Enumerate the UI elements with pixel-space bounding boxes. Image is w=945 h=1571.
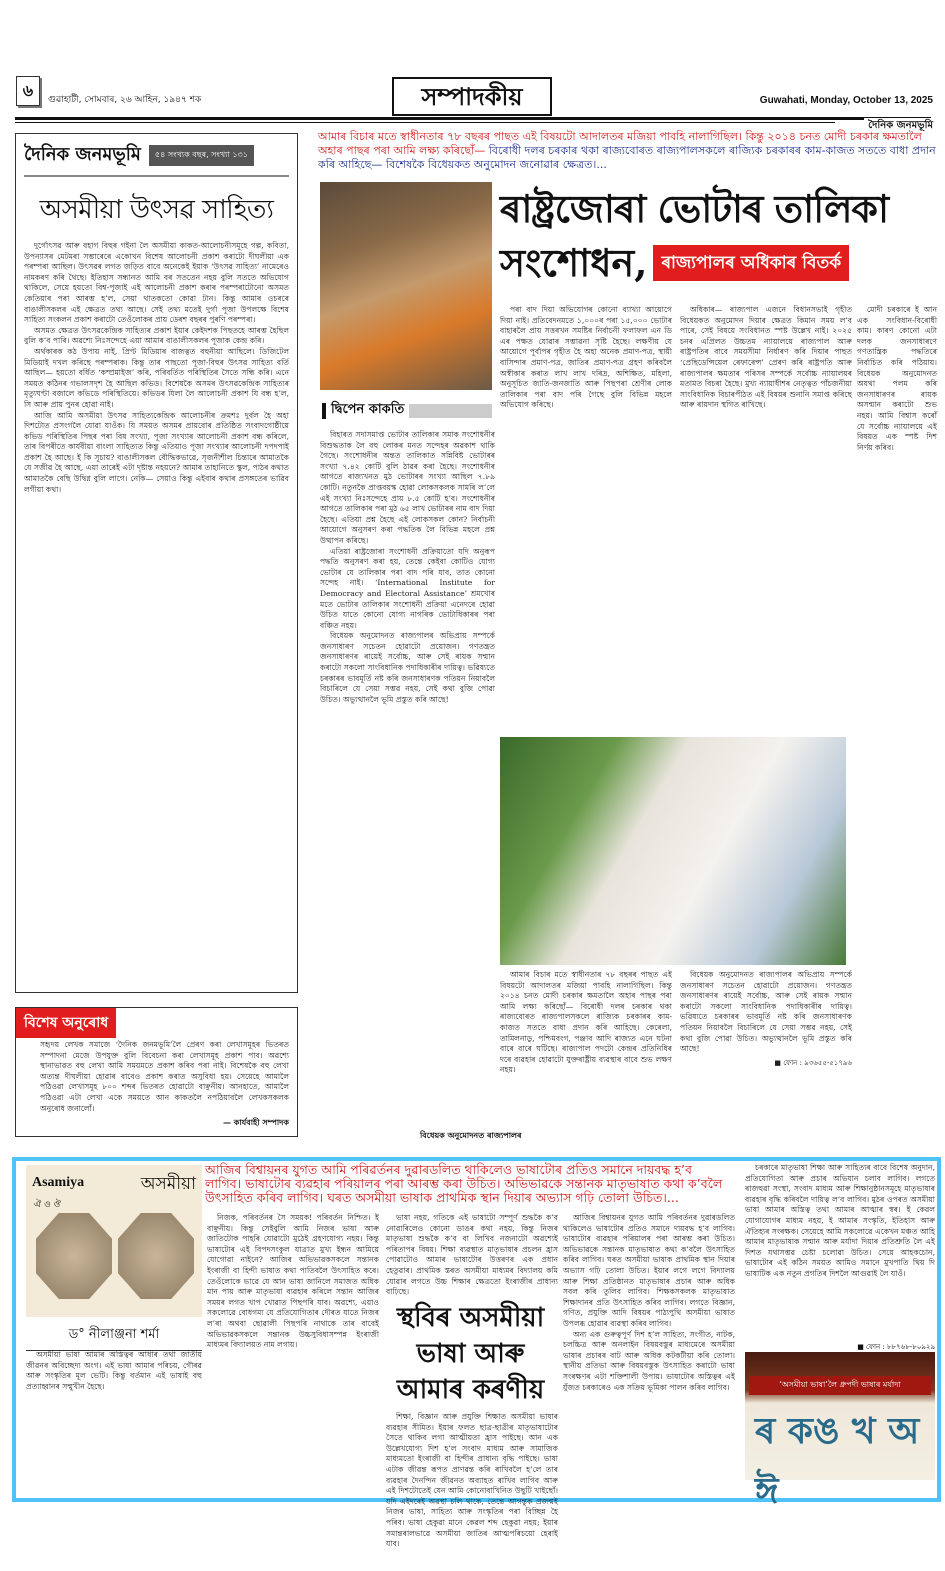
- coin-icon: [118, 1213, 194, 1299]
- byline-decor: [409, 404, 492, 418]
- paragraph: বিধেয়ক অনুমোদনত ৰাজ্যপালৰ অভিপ্ৰায় সম্পৰ্কে জনসাধাৰণ সচেতন হোৱাটো প্ৰয়োজন। গণতন্ত্ৰত জনসাধাৰণৰ ৰায়েই সৰ্বোচ্চ, আৰু সেই ৰায়ক সন্মান কৰাটো সকলো সাংবিধানিক পদাধিকাৰীৰ দায়িত্ব। ভৱিষ্যতে চৰকাৰৰ ভাবমূৰ্তি নষ্ট কৰি জনসাধাৰণক পতিয়ন নিয়াবলৈ বিচাৰিলে যে সেয়া সম্ভৱ নহয়, সেই কথা বুজি পোৱা উচিত। অভ্যুত্থানলৈ ভূমি প্ৰস্তুত কৰি আছে!: [680, 970, 852, 1054]
- assamese-letters-image: [745, 1352, 935, 1512]
- article-column-2b: [500, 970, 672, 1135]
- special-request-title: বিশেষ অনুৰোধ: [16, 1008, 116, 1038]
- paragraph: দুৰ্গোৎসৱ আৰু বহাগ বিহুৰ গইনা লৈ অসমীয়া কাকত-আলোচনীসমূহে গল্প, কবিতা, উপন্যাসৰ মেটমৰা সম্ভাৰেৰে একোখন বিশেষ আলোচনী প্ৰকাশ কৰাটো দীঘলীয়া এক পৰম্পৰা আছিল। উৎসৱৰ লগত জড়িত বাবে অনেকেই ইয়াক ‘উৎসৱ সাহিত্য’ নামেৰেও নামকৰণ কৰি থৈছে। ইতিহাস সন্ধানত আমি বৰ সততেন নহয় বুলি সততে অভিযোগ থাকিলে, সেয়ে হয়তো বিশ্ব-পূজাই এই আলোচনী প্ৰকাশ কৰাৰ পৰম্পৰাটোনো অসমত কেতিয়াৰ পৰা আৰম্ভ হ’ল, সেয়া থাতকতো কোৱা টান। কিন্তু আমাৰ ওচৰৰে বাঙালীসকলৰ এই ক্ষেত্ৰত তথ্য আছে। সেই তথ্য মতেই দুৰ্গা পূজা উপলক্ষে বিশেষ সাহিত্য সংকলন প্ৰকাশ কৰাটো তেওঁলোকৰ প্ৰায় ডেৰশ বছৰৰ পুৰণি পৰম্পৰা।: [24, 241, 289, 325]
- page-number: ৬: [16, 76, 40, 106]
- paragraph: অৰ্থকাৰক কঠ উপায় নাই, প্ৰিণ্ট মিডিয়াৰ বাজত্বত বহুনীয়া আছিলে। ডিজিটেল মিডিয়াই দখল কৰিছে পৰম্পৰাক। কিন্তু তাৰ পাছতো পূজা-বিহুৰ উৎসৱ সাহিত্য বৰ্তি আছিল— হয়তো বৰ্ধিত ‘কম্প্ৰমাইজ’ কৰি, পৰিবৰ্তিত পৰিস্থিতিৰ সৈতে সন্ধি কৰি। এনে সময়ত কঠিনৰ গভালসদৃশ হৈ আছিল কভিড। বিশেষকৈ অসমৰ উৎসৱকেন্দ্ৰিক সাহিত্যৰ মৃত্যুঘণ্টা বজালে কভিডে পৰিস্থিতিয়ে। কভিডৰ যিলা লৈ আলোচনী প্ৰকাশ যি বন্ধ হ’ল, সি আৰু প্ৰায় পুনৰ হোৱা নাই।: [24, 346, 289, 409]
- special-request-text: সহৃদয় লেখক সমাজে ‘দৈনিক জনমভূমি’লৈ প্ৰেৰণ কৰা লেখাসমূহৰ ভিতৰত সম্পাদনা মেজে উপযুক্ত বুলি বিবেচনা কৰা লেখাসমূহ প্ৰকাশ পাব। অৱশ্যে স্থানাভাৱত বহু লেখা আমি সময়মতে প্ৰকাশ কৰিব পৰা নাই। বিশেষকৈ বহু লেখা অত্যন্ত দীঘলীয়া হোৱাৰ বাবেও প্ৰকাশ কৰাত অসুবিধা হয়। সেয়েহে আমালৈ পঠিওৱা লেখাসমূহ ৮০০ শব্দৰ ভিতৰত হোৱাটো বাঞ্ছনীয়। আনহাতে, আমালৈ পঠিওৱা এটা লেখা একে সময়তে আন কাকতলৈ নপঠিয়াবলৈ লেখকসকলক অনুৰোধ জনালোঁ।: [40, 1040, 289, 1113]
- paragraph: অসমীয়া ভাষা আমাৰ অস্তিত্বৰ আধাৰ তথা জাতীয় জীৱনৰ অবিচ্ছেদ্য অংগ। এই ভাষা আমাৰ পৰিচয়, গৌৰৱ আৰু সংস্কৃতিৰ মূল ভেটি। কিন্তু বৰ্তমান এই ভাষাই বহু প্ৰত্যাহ্বানৰ সন্মুখীন হৈছে।: [26, 1350, 202, 1391]
- paragraph: চৰকাৰে মাতৃভাষা শিক্ষা আৰু সাহিত্যৰ বাবে বিশেষ অনুদান, প্ৰতিযোগিতা আৰু প্ৰচাৰ অভিযান চলাব লাগিব। লগতে ৰাজহুৱা সংস্থা, সংবাদ মাধ্যম আৰু শিক্ষানুষ্ঠানসমূহে মাতৃভাষাৰ ব্যৱহাৰ বৃদ্ধি কৰিবলৈ দায়িত্ব ল’ব লাগিব। মুঠৰ ওপৰত অসমীয়া ভাষা আমাৰ অস্তিত্ব তথা আমাৰ আত্মাৰ স্বৰ। ই কেৱল যোগাযোগৰ মাধ্যম নহয়, ই আমাৰ সংস্কৃতি, ইতিহাস আৰু ঐতিহ্যৰ সংৰক্ষক। সেয়েহে আমি সকলোৱে একেখন মঞ্চত আহি আমাৰ মাতৃভাষাক সন্মান আৰু মৰ্যাদা দিয়াৰ প্ৰতিশ্ৰুতি লৈ এই দিশত যথাসম্ভৱ চেষ্টা চলোৱা উচিত। সেয়ে আহকচোন, ভাষাটোৰ এই কঠিন সময়ত আমিও সমানে মুখপাতি থিয় দি ভাষাটিক এক নতুন প্ৰগতিৰ দিশলৈ আগুৱাই লৈ যাওঁ।: [745, 1163, 935, 1278]
- bottom-column-1: [26, 1350, 202, 1490]
- bottom-column-2: [207, 1213, 379, 1495]
- bottom-headline: স্থবিৰ অসমীয়া ভাষা আৰু আমাৰ কৰণীয়: [396, 1303, 545, 1405]
- special-request-box: [15, 1007, 298, 1137]
- coin-label-en: Asamiya: [32, 1175, 85, 1190]
- author-name: দ্বিপেন কাকতি: [331, 402, 405, 417]
- date-assamese: গুৱাহাটী, সোমবাৰ, ২৬ আহিন, ১৯৪৭ শক: [48, 95, 202, 105]
- header-rule: [15, 117, 931, 120]
- letters-text: ৰ কঙ খ অ ঈ: [755, 1410, 920, 1512]
- coin-icon: [36, 1213, 112, 1299]
- byline: [322, 400, 492, 421]
- paragraph: মোদী চৰকাৰে ই আন এক সংবিধান-বিৰোধী কাম। কাৰণ কোনো এটা দলক জনসাধাৰণে গণতান্ত্ৰিক পদ্ধতিৰে নিৰ্বাচিত কৰি পঠিয়ায়। বিধেয়ক অনুমোদনত অযথা পলম কৰি জনসাধাৰণৰ ৰায়ক অসন্মান কৰাটো শুভ নহয়। আমি বিশ্বাস কৰোঁ যে সৰ্বোচ্চ ন্যায়ালয়ে এই বিষয়ত এক স্পষ্ট দিশ নিৰ্ণয় কৰিব।: [857, 305, 937, 452]
- voter-list-photo: [500, 737, 846, 965]
- paragraph: আজি আমি অসমীয়া উৎসৱ সাহিত্যকেন্দ্ৰিক আলোচনীৰ ক্ৰমশঃ দুৰ্বল হৈ অহা দিশটোত প্ৰসংগলৈ যোৱা যাওঁক। যি সময়ত অসমৰ প্ৰায়বোৰ প্ৰতিষ্ঠিত সংবাদগোষ্ঠীয়ে কভিড পৰিস্থিতিৰ পিছৰ পৰা বিষ সংখ্যা, পূজা সংখ্যাৰ আলোচনী প্ৰকাশ বন্ধ কৰিলে, তাৰ বিপৰীতে কাৰ্যবীয়া বাংলা সাহিত্যত কিন্তু এতিয়াও পূজা সংখ্যাৰ আলোচনী দপদপাই প্ৰকাশ হৈ আছে। ই কি সূচায়? বাঙালীসকল বৌদ্ধিকভাৱে, সৃজনীশীল চিন্তাৰে আমাতকৈ যে সজীৱ হৈ আছে, এয়া তাৰেই এটা দৃষ্টান্ত নহয়নে? আমাৰ তাহানিতে স্কুল, পাঠৰ কথাত আমাতকৈ বেছি উদ্বিগ্ন বুলি লাগে। নেকি— সেয়াও কিন্তু এইবাৰ কথাৰ প্ৰসঙ্গতেৰ ভাৱিব লগীয়া কথা।: [24, 410, 289, 494]
- headline-line-1: ৰাষ্ট্ৰজোৰা ভোটাৰ তালিকা: [500, 186, 888, 231]
- masthead: [24, 140, 289, 177]
- phone: ■ ফোন : ৯৩৬৫৫-৫১৭৯৬: [774, 1058, 852, 1067]
- caption: বিধেয়ক অনুমোদনত ৰাজ্যপালৰ: [420, 1131, 522, 1140]
- paragraph: শিক্ষা, বিজ্ঞান আৰু প্ৰযুক্তি শিক্ষাত অসমীয়া ভাষাৰ ব্যৱহাৰ সীমিত। ইয়াৰ ফলত ছাত্ৰ-ছাত্ৰীৰ মাতৃভাষাটোৰ সৈতে থাকিব লগা আত্মীয়তা হ্ৰাস পাইছে। আন এক উল্লেখযোগ্য দিশ হ’ল সংবাদ মাধ্যম আৰু সামাজিক মাধ্যমতো ইংৰাজী বা হিন্দীৰ প্ৰাধান্য বৃদ্ধি পাইছে। ভাষা এটাক জীৱন্ত ৰূপত প্ৰাণৱন্ত কৰি ৰাখিবলৈ হ’লে তাৰ ব্যৱহাৰ দৈনন্দিন জীৱনত অব্যাহত ৰাখিব লাগিব আৰু এই দিশটোতেই যেন আমি কোনোবাখিনিত উছুটি খাইছোঁ। যদি এইদৰেই অৱস্থা চলি থাকে, তেন্তে আগন্তুক প্ৰজন্মই নিজৰ ভাষা, সাহিত্য আৰু সংস্কৃতিৰ পৰা বিচ্ছিন্ন হৈ পৰিব। ভাষা হেকুৱা মানে কেৱল শব্দ হেকুৱা নহয়; ইয়াৰ সমান্তৰালভাৱে অসমীয়া জাতিৰ আত্মপৰিচয়ো হেৰাই যাব।: [386, 1412, 558, 1549]
- bottom-phone: ■ ফোন : ৮৮৭৬৮-৮০৯২৯: [857, 1343, 935, 1351]
- paragraph: আজিৰ বিশ্বায়নৰ যুগত আমি পৰিবৰ্তনৰ দুৱাৰডলিত থাকিলেও ভাষাটোৰ প্ৰতিও সমানে দায়বদ্ধ হ’ব লাগিব। ভাষাটোৰ ব্যৱহাৰ পৰিয়ালৰ পৰা আৰম্ভ কৰা উচিত। অভিভাৱকে সন্তানক মাতৃভাষাত কথা ক’বলৈ উৎসাহিত কৰিব লাগিব। ঘৰত অসমীয়া ভাষাক প্ৰাথমিক স্থান দিয়াৰ অভ্যাস গঢ়ি তোলা উচিত। ইয়াৰ লগে লগে বিদ্যালয় আৰু শিক্ষা প্ৰতিষ্ঠানত মাতৃভাষাৰ প্ৰচাৰ আৰু অধিক সবল কৰি তুলিব লাগিব। শিক্ষকসকলক মাতৃভাষাত শিক্ষাদানৰ প্ৰতি উৎসাহিত কৰিব লাগিব। লগতে বিজ্ঞান, গণিত, প্ৰযুক্তি আদি বিষয়ৰ পাঠ্যপুথি অসমীয়া ভাষাত উপলব্ধ হোৱাৰ ব্যৱস্থা কৰিব লাগিব।: [563, 1213, 735, 1328]
- editorial-headline: অসমীয়া উৎসৱ সাহিত্য: [39, 195, 274, 225]
- teaser-red: আমাৰ বিচাৰ মতে স্বাধীনতাৰ ৭৮ বছৰৰ পাছত এই বিষয়টো আদালতৰ মজিয়া পাবহি নালাগিছিল। কিন্তু ২০১৪ চনত মোদী চৰকাৰ ক্ষমতালৈ অহাৰ পাছৰ পৰা আমি লক্ষ্য কৰিছোঁ—: [318, 130, 922, 157]
- coin-small-text: ঐ ও ঔ: [34, 1200, 61, 1210]
- editorial-box: [15, 133, 298, 993]
- main-teaser: [318, 130, 936, 172]
- paper-name: দৈনিক জনমভূমি: [864, 118, 933, 135]
- header-rule-thin: [15, 122, 835, 123]
- masthead-name: দৈনিক জনমভূমি: [24, 144, 141, 165]
- image-caption: ‘অসমীয়া ভাষা’লৈ ধ্ৰুপদী ভাষাৰ মৰ্যাদা: [749, 1376, 931, 1395]
- article-column-1: [320, 430, 495, 1155]
- bottom-author: ড° নীলাঞ্জনা শৰ্মা: [26, 1325, 202, 1351]
- bottom-column-4: [563, 1213, 735, 1495]
- article-column-4: [857, 305, 937, 1140]
- bottom-teaser: আজিৰ বিশ্বায়নৰ যুগত আমি পৰিৱৰ্তনৰ দুৱাৰডলিত থাকিলেও ভাষাটোৰ প্ৰতিও সমানে দায়বদ্ধ হ’ব লাগিব। ভাষাটোৰ ব্যৱহাৰ পৰিয়ালৰ পৰা আৰম্ভ কৰা উচিত। অভিভাৱকে সন্তানক মাতৃভাষাত কথা ক’বলৈ উৎসাহিত কৰিব লাগিব। ঘৰত অসমীয়া ভাষাক প্ৰাথমিক স্থান দিয়াৰ অভ্যাস গঢ়ি তোলা উচিত।...: [205, 1162, 723, 1205]
- paragraph: ভাষা নহয়, গতিকে এই ভাষাটো সম্পূৰ্ণ শুদ্ধকৈ ক’ব নোৱাৰিলেও কোনো ডাঙৰ কথা নহয়, কিন্তু নিজৰ মাতৃভাষা শুদ্ধকৈ ক’ব বা লিখিব নজনাটো অৱশ্যেই পৰিতাপৰ বিষয়। শিক্ষা ব্যৱস্থাত মাতৃভাষাৰ প্ৰচলন হ্ৰাস পোৱাটোও আমাৰ ভাষাটোৰ উত্তৰণৰ এক প্ৰধান হেতুৱাৰ। প্ৰাথমিক স্তৰত অসমীয়া মাধ্যমৰ বিদ্যালয় কমি যোৱাৰ লগতে উচ্চ শিক্ষাৰ ক্ষেত্ৰতো ইংৰাজীৰ প্ৰাধান্য বাঢ়িছে।: [386, 1213, 558, 1297]
- paragraph: অন্য এক গুৰুত্বপূৰ্ণ দিশ হ’ল সাহিত্য, সংগীত, নাটক, চলচ্চিত্ৰ আৰু অনলাইন বিষয়বস্তুৰ মাধ্যমেৰে অসমীয়া ভাষাৰ প্ৰচাৰৰ বাট আৰু অধিক কটকটীয়া কৰি তোলা। স্থানীয় প্ৰতিভা আৰু বিষয়বস্তুক উৎসাহিত কৰাটো ভাষা সংৰক্ষণৰ এটা শক্তিশালী উপায়। ভাষাটোৰ অস্তিত্বৰ এই যুঁজত চৰকাৰেও এক সক্ৰিয় ভূমিকা পালন কৰিব লাগিব।: [563, 1329, 735, 1392]
- paragraph: অসমত ক্ষেত্ৰত উৎসৱকেন্দ্ৰিক সাহিত্যৰ প্ৰকাশ ইয়াৰ কেইদশক পিছতহে আৰম্ভ হৈছিল বুলি ক’ব পাৰি। অৱশ্যে নিঃসন্দেহে এয়া আমাৰ বাঙালীসকলৰ পূজাক কেন্দ্ৰ কৰি।: [24, 325, 289, 346]
- bottom-column-5: [745, 1163, 935, 1341]
- voters-photo: [320, 182, 492, 390]
- paragraph: বিহাৰত সদাসমাপ্ত ভোটাৰ তালিকাৰ সমাক সংশোধনীৰ বিশুদ্ধতাক লৈ বহু লোকৰ মনত সন্দেহৰ অৱকাশ থাকি গৈছে। সংশোধনীৰ অন্তত তালিকাত সন্নিবিষ্ট ভোটাৰৰ সংখ্যা ৭.৪২ কোটি বুলি ঠাৱৰ কৰা হৈছে। সংশোধনীৰ আগতে ৰাজ্যখনত মুঠ ভোটাৰৰ সংখ্যা আছিল ৭.৮৯ কোটি। নতুনকৈ প্ৰাপ্তবয়স্ক হোৱা লোকসকলক সামৰি ল’লে এই সংখ্যা নিঃসন্দেহে প্ৰায় ৮.৫ কোটি হ’ব। সংশোধনীৰ আগতে তালিকাৰ পৰা মুঠ ৬৫ লাখ ভোটাৰৰ নাম বাদ দিয়া হৈছে। এতিয়া প্ৰশ্ন হৈছে এই লোকসকল কোন? নিৰ্বাচনী আয়োগে অনুসৰণ কৰা পদ্ধতিক লৈ বিভিন্ন মহলে প্ৰশ্ন উত্থাপন কৰিছে।: [320, 430, 495, 545]
- article-column-3: [680, 305, 852, 730]
- volume-badge: ৫৪ সংখ্যক বছৰ, সংখ্যা ১৩১: [149, 145, 254, 166]
- main-headline: [500, 183, 936, 291]
- headline-sub: ৰাজ্যপালৰ অধিকাৰ বিতৰ্ক: [653, 245, 849, 281]
- image-letters: [755, 1404, 935, 1524]
- bottom-column-3b: [386, 1412, 558, 1549]
- paragraph: পৰা বাদ দিয়া অভিযোগৰ কোনো ব্যাখ্যা আয়োগে দিয়া নাই। প্ৰতিবেদনমতে ১,০০০ৰ পৰা ১৫,০০০ ভোটাৰ বাহাৰলৈ প্ৰায় সত্তৰখন সমষ্টিৰ নিৰ্বাচনী ফলাফল এন ডি এৰ পক্ষত যোৱাৰ সম্ভাৱনা সৃষ্টি হৈছে। লক্ষণীয় যে আয়োগে পূৰ্বাপৰ গৃহীত হৈ অহা অনেক প্ৰমাণ-পত্ৰ, স্থায়ী বাসিন্দাৰ প্ৰমাণ-পত্ৰ, জাতিৰ প্ৰমাণ-পত্ৰ গ্ৰহণ কৰিবলৈ অস্বীকাৰ কৰাত লাখ লাখ দৰিদ্ৰ, অশিক্ষিত, মহিলা, অনুসূচিত জাতি-জনজাতি আৰু পিছপৰা শ্ৰেণীৰ লোক তালিকাৰ পৰা বাদ পৰি গৈছে বুলি বিভিন্ন মহলে অভিযোগ কৰিছে।: [500, 305, 672, 410]
- coin-image: [26, 1165, 202, 1317]
- section-title: সম্পাদকীয়: [392, 77, 552, 116]
- byline-bar: [322, 403, 326, 419]
- article-column-3b: [680, 970, 852, 1140]
- paragraph: এতিয়া ৰাষ্ট্ৰজোৰা সংশোধনী প্ৰক্ৰিয়াতো যদি অনুৰূপ পদ্ধতি অনুসৰণ কৰা হয়, তেন্তে কেইবা কোটিও যোগ্য ভোটাৰ যে তালিকাৰ পৰা বাদ পৰি যাব, তাত কোনো সন্দেহ নাই। ‘International Institute for Democracy and Electoral Assistance’ শ্ৰমখোৰ মতে ভোটাৰ তালিকাৰ সংশোধনী প্ৰক্ৰিয়া এনেদৰে হোৱা উচিত যাতে কোনো যোগ্য নাগৰিক ভোটাধিকাৰৰ পৰা বঞ্চিত নহয়।: [320, 546, 495, 630]
- editorial-body: [24, 241, 289, 495]
- paragraph: আমাৰ বিচাৰ মতে স্বাধীনতাৰ ৭৮ বছৰৰ পাছত এই বিষয়টো আদালতৰ মজিয়া পাবহি নালাগিছিল। কিন্তু ২০১৪ চনত মোদী চৰকাৰ ক্ষমতালৈ অহাৰ পাছৰ পৰা আমি লক্ষ্য কৰিছোঁ— বিৰোধী দলৰ চৰকাৰ থকা ৰাজ্যবোৰত ৰাজ্যপালসকলে ৰাজ্যিক চৰকাৰৰ কাম-কাজত সততে বাধা প্ৰদান কৰি আহিছে। কেৰেলা, তামিলনাডু, পশ্চিমবংগ, পঞ্জাব আদি ৰাজ্যত এনে ঘটনা বাৰে বাৰে ঘটিছে। ৰাজ্যপাল পদটো কেন্দ্ৰৰ প্ৰতিনিধিৰ দৰে ব্যৱহাৰ হোৱাটো যুক্তৰাষ্ট্ৰীয় ব্যৱস্থাৰ বাবে শুভ লক্ষণ নহয়।: [500, 970, 672, 1075]
- paragraph: নিজক, পৰিবৰ্তনৰ সৈ সময়ক! পৰিবৰ্তন নিশ্চিত। ই বাঞ্ছনীয়। কিন্তু সেইবুলি আমি নিজৰ ভাষা আৰু জাতিটোক পাহৰি যোৱাটো মুঠেই গ্ৰহণযোগ্য নহয়। কিন্তু ভাষাটোৰ এই বিপদসংকুল যাত্ৰাত মুখ্য ইন্ধন আমিয়ে যোগোৱা নাইনে? আজিৰ অভিভাৱকসকলে সন্তানক ইংৰাজী বা হিন্দী ভাষাত কথা পাতিবলৈ উৎসাহিত কৰে। তেওঁলোকে ভাৱে যে আন ভাষা জানিলে সমাজত অধিক মান পায় আৰু মাতৃভাষা ব্যৱহাৰ কৰিলে সন্তান আজিৰ সময়ৰ লগত খাপ খোৱাত পিছপৰি যাব। অৱশ্যে, এয়াও সকলোৱে বোধগম্য যে প্ৰতিযোগিতাৰ দৌৰত যাতে নিজৰ ল’ৰা অথবা ছোৱালী পিছপৰি নাথাকে তাৰ বাবেই অভিভাৱকসকলে সন্তানক উচ্চসুবিধাসম্পন্ন ইংৰাজী মাধ্যমৰ বিদ্যালয়ত নাম লগায়।: [207, 1213, 379, 1350]
- teaser-blue: বিৰোধী দলৰ চৰকাৰ থকা ৰাজ্যবোৰত ৰাজ্যপালসকলে ৰাজ্যিক চৰকাৰৰ কাম-কাজত সততে বাধা প্ৰদান কৰি আহিছে— বিশেষকৈ বিধেয়কত অনুমোদন জনোৱাৰ ক্ষেত্ৰত।...: [318, 144, 936, 171]
- paragraph: অধিকাৰ— ৰাজ্যপাল এজনে বিধানসভাই গৃহীত বিধেয়কত অনুমোদন দিয়াৰ ক্ষেত্ৰত কিমান সময় ল’ব পাৰে, সেই বিষয়ে সংবিধানত স্পষ্ট উল্লেখ নাই। ২০২৫ চনৰ এপ্ৰিলত উচ্চতম ন্যায়ালয়ে ৰাজ্যপাল আৰু ৰাষ্ট্ৰপতিৰ বাবে সময়সীমা নিৰ্ধাৰণ কৰি দিয়াৰ পাছত ‘প্ৰেছিডেন্সিয়েল ৰেফাৰেন্স’ প্ৰেৰণ কৰি ৰাষ্ট্ৰপতি আৰু ৰাজ্যপালৰ ক্ষমতাৰ পৰিসৰ সম্পৰ্কে সৰ্বোচ্চ ন্যায়ালয়ৰ মতামত বিচৰা হৈছে। মুখ্য ন্যায়াধীশৰ নেতৃত্বত পাঁচজনীয়া সাংবিধানিক বিচাৰপীঠত এই বিষয়ৰ শুনানি সমাপ্ত কৰিছে আৰু ৰায়দান স্থগিত ৰাখিছে।: [680, 305, 852, 410]
- date-english: Guwahati, Monday, October 13, 2025: [759, 95, 933, 106]
- paragraph: বিধেয়ক অনুমোদনত ৰাজ্যপালৰ অভিপ্ৰায় সম্পৰ্কে জনসাধাৰণ সচেতন হোৱাটো প্ৰয়োজন। গণতন্ত্ৰত জনসাধাৰণৰ ৰায়েই সৰ্বোচ্চ, আৰু সেই ৰায়ক সন্মান কৰাটো সকলো সাংবিধানিক পদাধিকাৰীৰ দায়িত্ব। ভৱিষ্যতে চৰকাৰৰ ভাবমূৰ্তি নষ্ট কৰি জনসাধাৰণক পতিয়ন নিয়াবলৈ বিচাৰিলে যে সেয়া সম্ভৱ নহয়, সেই কথা বুজি পোৱা উচিত। অভ্যুত্থানলৈ ভূমি প্ৰস্তুত কৰি আছে!: [320, 631, 495, 704]
- headline-line-2: সংশোধন,: [500, 240, 648, 285]
- coin-label-as: অসমীয়া: [140, 1174, 196, 1194]
- signature: — কাৰ্যবাহী সম্পাদক: [222, 1118, 289, 1128]
- article-column-2: [500, 305, 672, 730]
